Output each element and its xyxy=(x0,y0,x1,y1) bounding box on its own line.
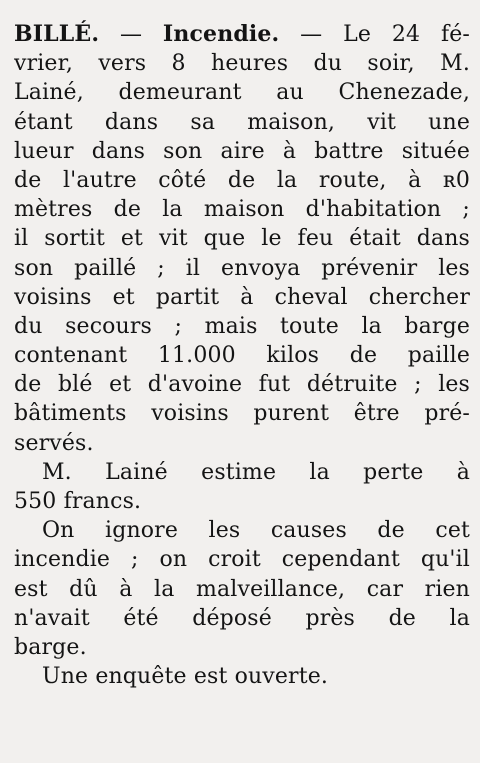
article-line-23: Une enquête est ouverte. xyxy=(42,664,329,690)
article-line-11: du secours ; mais toute la barge xyxy=(14,313,470,339)
article-line-7: mètres de la maison d'habitation ; xyxy=(14,197,470,223)
article-line-2: vrier, vers 8 heures du soir, M. xyxy=(14,51,470,77)
article-line-22: barge. xyxy=(14,634,87,660)
article-line-10: voisins et partit à cheval chercher xyxy=(14,284,470,310)
article-line-8: il sortit et vit que le feu était dans xyxy=(14,226,470,252)
article-line-17: 550 francs. xyxy=(14,489,142,514)
article-line-15: servés. xyxy=(14,430,94,456)
article-line-9: son paillé ; il envoya prévenir les xyxy=(14,255,470,281)
article-line-1: BILLÉ. — Incendie. — Le 24 fé- xyxy=(14,21,470,47)
article-line-20: est dû à la malveillance, car rien xyxy=(14,576,470,602)
article-line-4: étant dans sa maison, vit une xyxy=(14,109,470,135)
article-topic-heading: Incendie. xyxy=(162,21,280,47)
article-place-heading: BILLÉ. xyxy=(14,21,100,47)
article-column xyxy=(14,20,470,691)
article-line-16: M. Lainé estime la perte à xyxy=(42,459,470,485)
article-line-6: de l'autre côté de la route, à ʀ0 xyxy=(14,167,470,193)
article-line-12: contenant 11.000 kilos de paille xyxy=(14,343,470,369)
article-line-19: incendie ; on croit cependant qu'il xyxy=(14,547,470,573)
article-line-5: lueur dans son aire à battre située xyxy=(14,138,470,164)
article-line-3: Lainé, demeurant au Chenezade, xyxy=(14,80,470,106)
article-line-13: de blé et d'avoine fut détruite ; les xyxy=(14,372,470,398)
article-line-14: bâtiments voisins purent être pré- xyxy=(14,401,470,427)
article-line-21: n'avait été déposé près de la xyxy=(14,605,470,631)
article-line-18: On ignore les causes de cet xyxy=(42,518,470,544)
